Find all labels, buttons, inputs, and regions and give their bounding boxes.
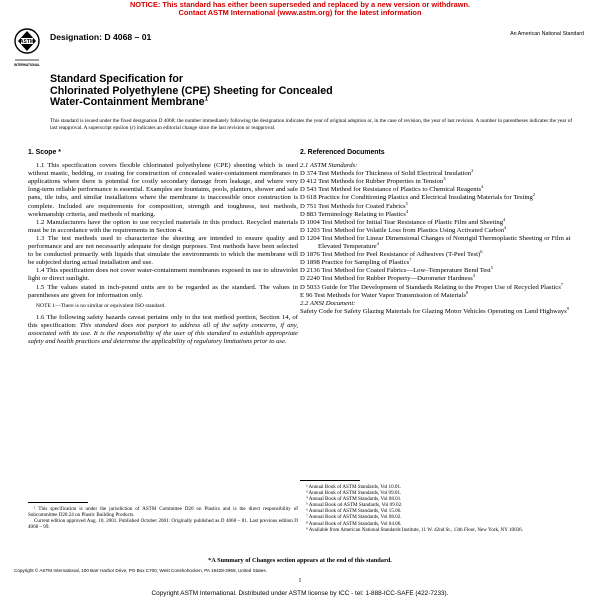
title-line-3: Water-Containment Membrane$^1$ [50,96,208,109]
national-standard-label: An American National Standard [510,31,584,37]
reference-item: D 412 Test Methods for Rubber Properties in Tension$^3$ [300,176,446,186]
reference-item: E 96 Test Methods for Water Vapor Transmission of Materials$^8$ [300,289,469,299]
note-1: NOTE 1—There is no similar or equivalent ISO standard. [36,302,166,309]
left-footnotes [28,502,298,530]
left-column [28,149,298,346]
copyright-line: Copyright © ASTM International, 100 Barr Harbor Drive, PO Box C700, West Conshohocken, PA 19428-2959, United States. [14,568,267,573]
right-column [300,149,583,316]
notice-line-2: Contact ASTM International (www.astm.org) for the latest information [178,8,422,18]
reference-item: D 2240 Test Method for Rubber Property—Durometer Hardness$^3$ [300,273,475,283]
footnote-edition: Current edition approved Aug. 10, 2001. Published October 2001. Originally published as D 4068 – 81. Last previous edition D 4068 – 99. [28,518,298,531]
reference-item: D 751 Test Methods for Coated Fabrics$^5$ [300,200,408,210]
footnote-item: ³ Annual Book of ASTM Standards, Vol 09.01. [306,490,402,497]
svg-text:ASTM: ASTM [19,39,35,45]
ansi-document-subheading: 2.2 ANSI Document: [300,299,356,307]
withdrawal-notice [0,1,600,18]
reference-item: D 5033 Guide for The Development of Standards Relating to the Proper Use of Recycled Plastics$^7$ [300,281,564,291]
reference-item: D 618 Practice for Conditioning Plastics and Electrical Insulating Materials for Testing$^2$ [300,192,536,202]
ansi-reference: Safety Code for Safety Glazing Materials for Glazing Motor Vehicles Operating on Land Highways$^9$ [300,305,569,315]
astm-logo [12,27,42,77]
paragraph-1-6: 1.6 The following safety hazards caveat pertains only to the test method portion, Section 14, of this specification: This standard does not purport to address all of the safety concerns, if any, associated with its use. It is the responsibility of the user of this standard to establish appropriate safety and health practices and determine the applicability of regulatory limitations prior to use. [28,313,299,346]
paragraph-1-1: 1.1 This specification covers flexible chlorinated polyethylene (CPE) sheeting which is used without mastic, bedding, or coating for construction of concealed water-containment membranes in applications where there is potential for costly secondary damage from leakage, and where very long-term reliable performance is essential. Examples are fountains, pools, planters, shower and safe pans, tile tubs, and similar installations where the membrane is inaccessible once construction is complete. Included are requirements for composition, strength and toughness, test methods, workmanship criteria, and methods of marking. [28,162,298,218]
document-title [50,74,350,109]
paragraph-1-3: 1.3 The test methods used to characterize the sheeting are intended to ensure quality and performance and are not necessarily adequate for design purposes. Test methods have been selected to be conducted primarily with liquids that simulate the environments to which the membrane will be subjected during actual installation and use. [28,234,298,267]
paragraph-1-4: 1.4 This specification does not cover water-containment membranes exposed in use to ultraviolet light or direct sunlight. [28,267,298,283]
reference-item: D 883 Terminology Relating to Plastics$^4$ [300,208,409,218]
right-footnotes [300,480,583,533]
footnote-item: ⁷ Annual Book of ASTM Standards, Vol 08.02. [306,514,402,521]
title-line-2: Chlorinated Polyethylene (CPE) Sheeting for Concealed [50,84,333,97]
reference-item: D 543 Test Method for Resistance of Plastics to Chemical Reagents$^4$ [300,184,484,194]
scope-heading: 1. Scope * [28,149,61,156]
footnote-item: ⁸ Annual Book of ASTM Standards, Vol 04.06. [306,520,402,527]
title-line-1: Standard Specification for [50,73,184,85]
footnote-item: ⁶ Annual Book of ASTM Standards, Vol 15.06. [306,508,402,515]
paragraph-1-5: 1.5 The values stated in inch-pound units are to be regarded as the standard. The values in parentheses are given for information only. [28,283,298,299]
footnote-1: ¹ This specification is under the jurisdiction of ASTM Committee D20 on Plastics and is the direct responsibility of Subcommittee D20.24 on Plastic Building Products. [28,506,298,519]
footnote-item: ⁵ Annual Book od ASTM Standards, Vol 09.02. [306,502,403,509]
reference-item: D 1876 Test Method for Peel Resistance of Adhesives (T-Peel Test)$^6$ [300,248,483,259]
reference-item: D 374 Test Methods for Thickness of Solid Electrical Insulation$^2$ [300,167,474,178]
footnote-item: ⁹ Available from American National Standards Institute, 11 W. 42nd St., 13th Floor, New York, NY 10036. [306,526,523,533]
astm-standards-subheading: 2.1 ASTM Standards: [300,162,358,170]
reference-item: D 1204 Test Method for Linear Dimensional Changes of Nonrigid Thermoplastic Sheeting or Film at Elevated Temperature$^4$ [300,234,571,251]
footnote-rule [28,502,88,503]
reference-item: D 1203 Test Method for Volatile Loss from Plastics Using Activated Carbon$^4$ [300,224,507,234]
notice-line-1: NOTICE: This standard has either been superseded and replaced by a new version or withdrawn. [129,0,471,9]
issuance-note: This standard is issued under the fixed designation D 4068; the number immediately following the designation indicates the year of original adoption or, in the case of revision, the year of last revision. A number in parentheses indicates the year of last reapproval. A superscript epsilon (ε) indicates an editorial change since the last revision or reapproval. [50,118,573,131]
reference-item: D 1004 Test Method for Initial Tear Resistance of Plastic Film and Sheeting$^4$ [300,216,506,226]
svg-text:INTERNATIONAL: INTERNATIONAL [14,63,40,67]
reference-item: D 1898 Practice for Sampling of Plastics$^7$ [300,256,412,267]
paragraph-1-2: 1.2 Manufacturers have the option to use recycled materials in this product. Recycled materials must be in accordance with the requirements in Section 4. [28,218,298,234]
designation: Designation: D 4068 – 01 [50,32,152,42]
license-banner: Copyright ASTM International. Distributed under ASTM license by ICC - tel: 1-888-ICC-SAFE (422-7233). [151,590,449,597]
footnote-rule [300,480,360,481]
summary-of-changes-note: *A Summary of Changes section appears at the end of this standard. [208,557,392,564]
references-heading: 2. Referenced Documents [300,149,385,156]
footnote-item: ⁴ Annual Book of ASTM Standards, Vol 08.01. [306,496,402,503]
reference-item: D 2136 Test Method for Coated Fabrics—Low–Temperature Bend Test$^5$ [300,265,493,275]
page-number: 1 [298,577,302,584]
reference-list [300,167,583,300]
footnote-item: ² Annual Book of ASTM Standards, Vol 10.01. [306,484,402,490]
